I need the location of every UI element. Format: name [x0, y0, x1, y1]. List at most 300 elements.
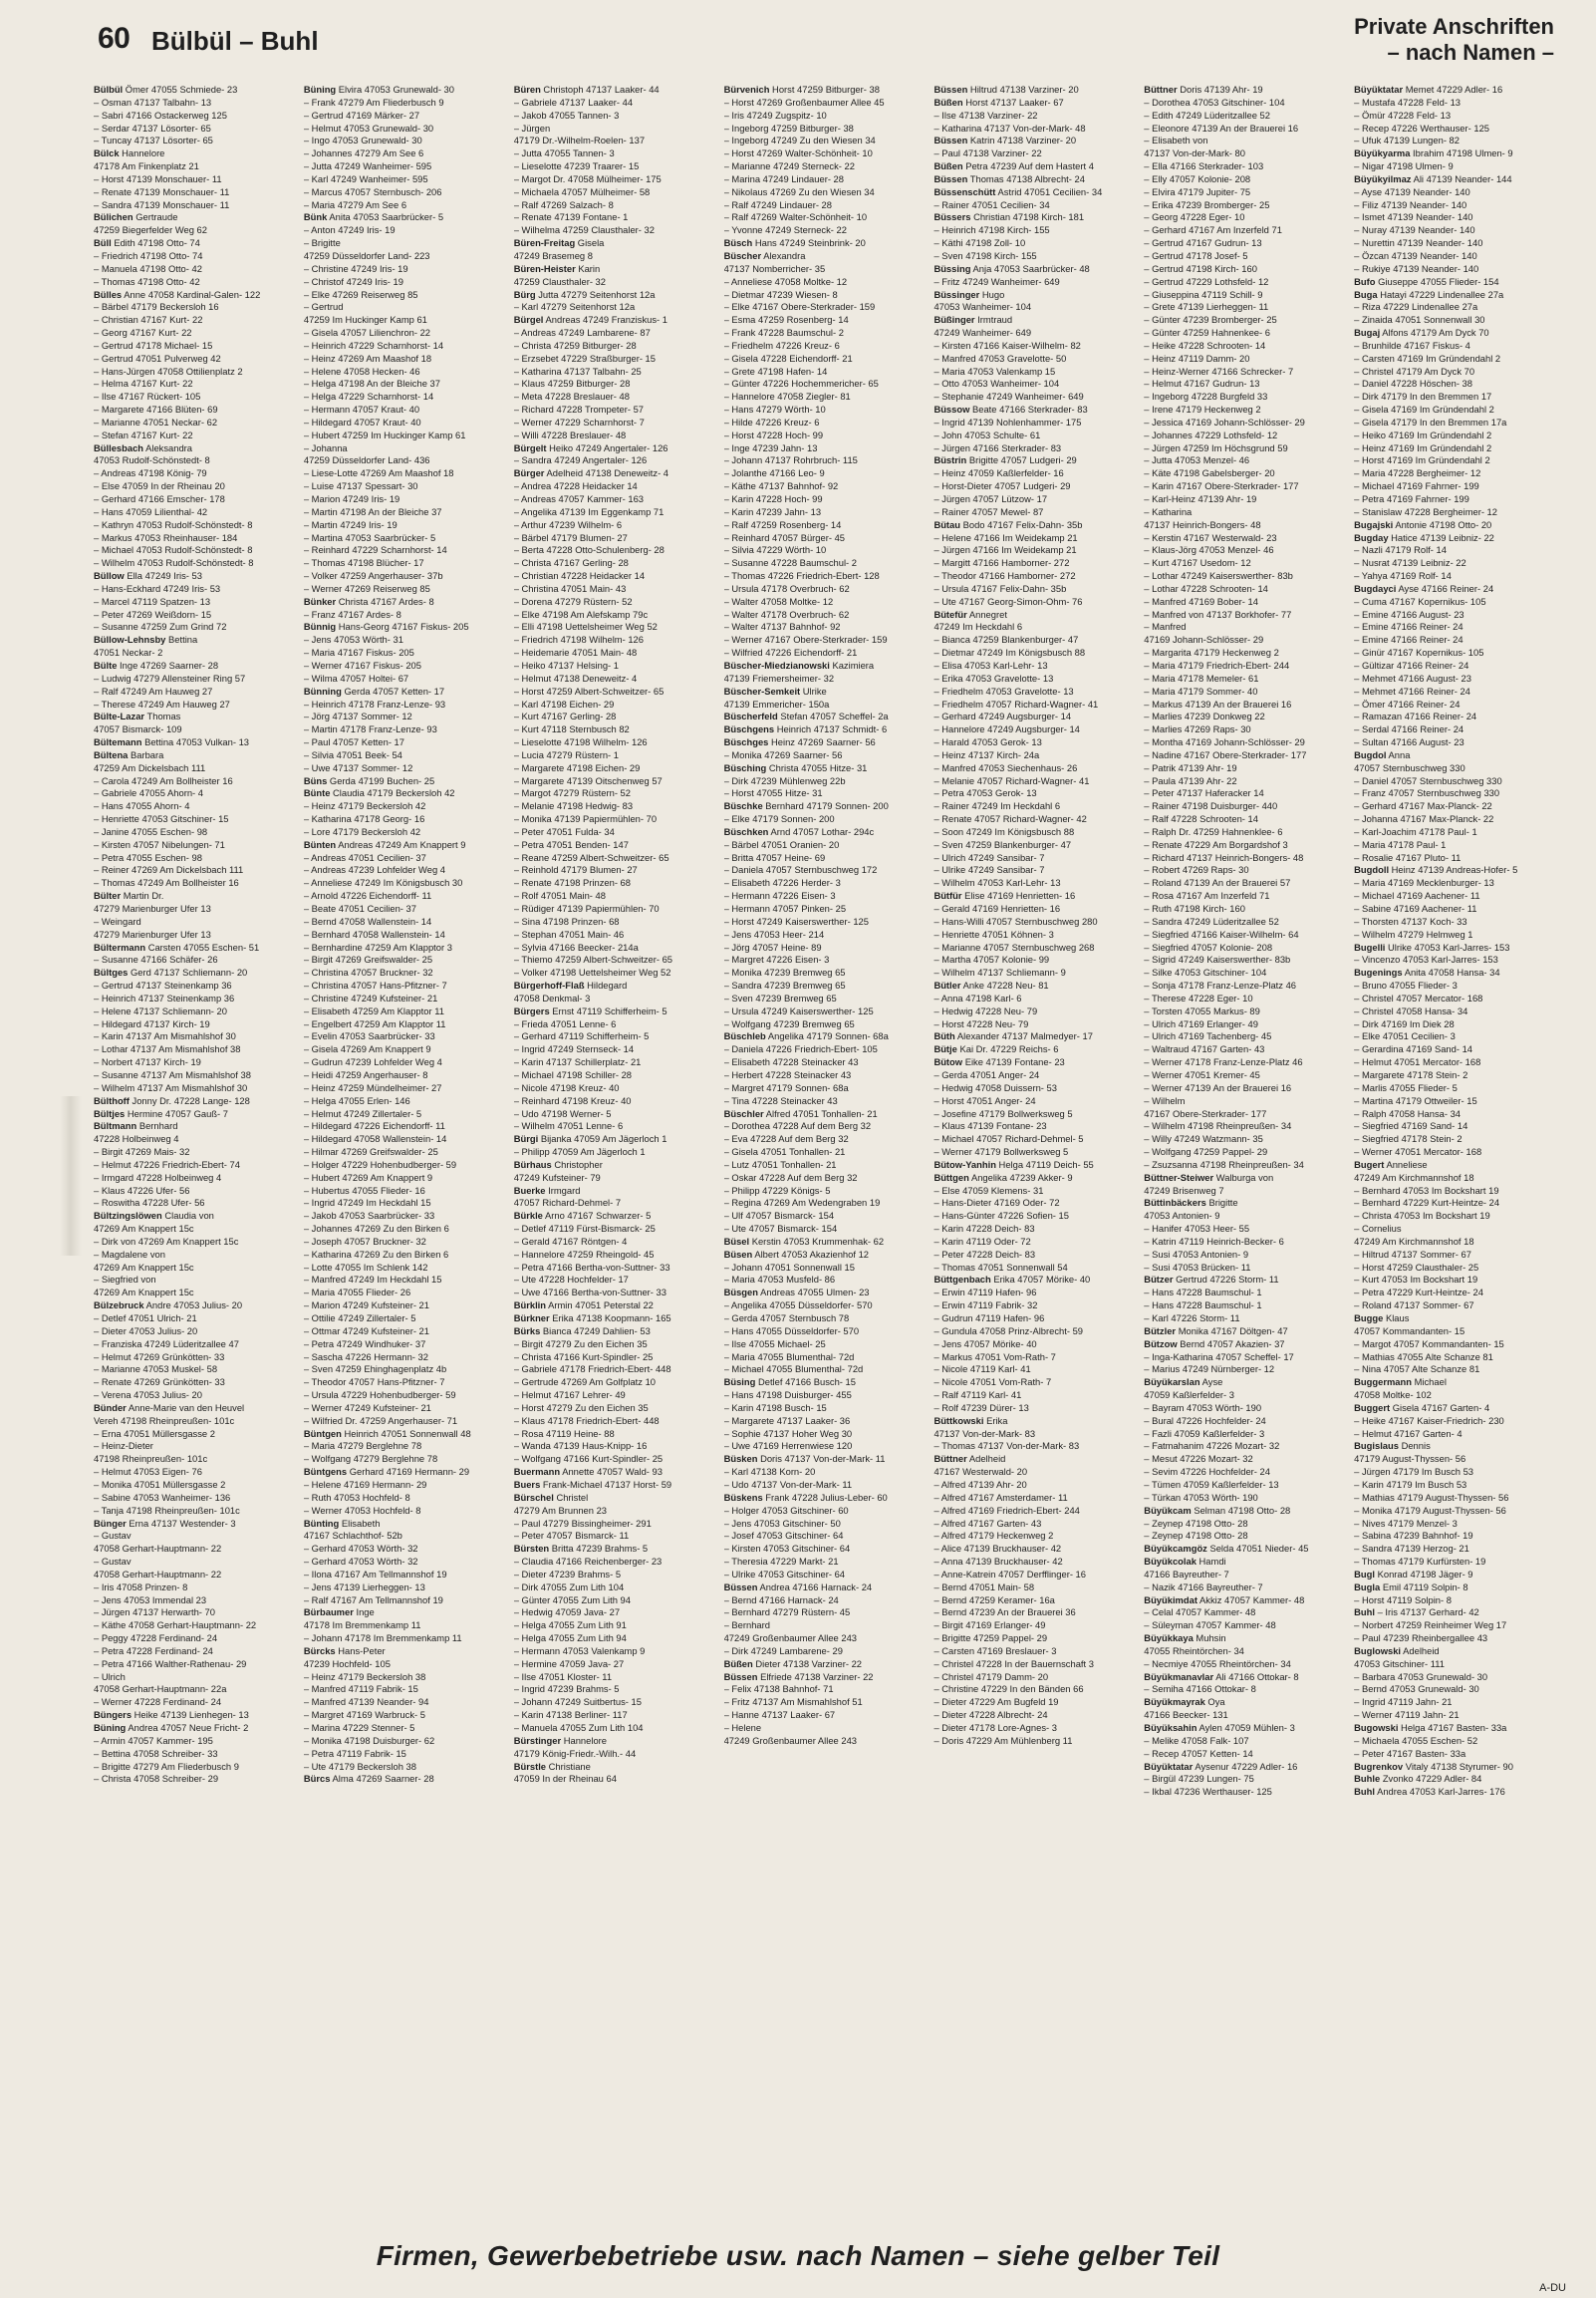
listing-entry	[514, 1351, 714, 1364]
listing-entry	[304, 993, 504, 1005]
listing-entry	[94, 1606, 294, 1619]
entry-details: – Süleyman 47057 Kammer- 48	[1144, 1619, 1276, 1631]
entry-details: – Herbert 47228 Steinacker 43	[723, 1068, 852, 1080]
listing-entry	[94, 1492, 294, 1505]
surname: Bülthoff	[94, 1094, 130, 1106]
listing-entry	[933, 621, 1134, 634]
entry-details: – Kirsten 47057 Nibelungen- 71	[94, 838, 225, 850]
surname: Büllow	[94, 570, 125, 582]
entry-details: – Jürgen 47259 Im Höchsgrund 59	[1144, 441, 1288, 453]
listing-entry	[1144, 110, 1344, 123]
surname: Bugenings	[1354, 967, 1403, 979]
entry-details: – Ottilie 47249 Zillertaler- 5	[303, 1312, 416, 1323]
entry-details: – Dirk 47169 Im Diek 28	[1354, 1017, 1455, 1029]
entry-details: – Jürgen 47166 Sterkrader- 83	[933, 441, 1062, 453]
entry-details: – Helene 47137 Schliemann- 20	[94, 1005, 227, 1016]
listing-entry	[304, 1389, 504, 1402]
listing-entry	[514, 147, 714, 160]
listing-entry	[94, 263, 294, 276]
entry-details: Alma 47269 Saarner- 28	[332, 1773, 434, 1785]
entry-details: Giuseppe 47055 Flieder- 154	[1378, 275, 1499, 287]
entry-details: 47053 Antonien- 9	[1144, 1210, 1220, 1222]
listing-entry	[933, 916, 1134, 929]
entry-details: – Helene 47058 Hecken- 46	[303, 365, 420, 377]
surname: Bürcs	[303, 1773, 331, 1785]
listing-entry	[933, 1262, 1134, 1275]
entry-details: – Therese 47228 Eger- 10	[1144, 992, 1253, 1004]
listing-entry	[514, 1095, 714, 1108]
entry-details: – Karl 47279 Seitenhorst 12a	[513, 301, 636, 313]
entry-details: – Bernhard	[723, 1619, 770, 1631]
listing-entry	[1354, 1543, 1554, 1556]
listing-entry	[724, 224, 925, 237]
listing-entry	[1144, 532, 1344, 545]
listing-entry	[94, 211, 294, 224]
entry-details: – Hermann 47057 Pinken- 25	[723, 903, 847, 914]
entry-details: Heinz 47269 Saarner- 56	[771, 736, 876, 748]
listing-entry	[933, 1479, 1134, 1492]
listing-column-2	[304, 84, 504, 2236]
entry-details: – Heinz 47137 Kirch- 24a	[933, 748, 1040, 760]
listing-entry	[933, 532, 1134, 545]
entry-details: – Thorsten 47137 Koch- 33	[1354, 915, 1467, 927]
listing-entry	[724, 110, 925, 123]
entry-details: – Paula 47139 Ahr- 22	[1144, 774, 1237, 786]
surname: Bürsten	[513, 1543, 550, 1555]
listing-entry	[933, 1556, 1134, 1569]
entry-details: – Nicole 47051 Vom-Rath- 7	[933, 1376, 1052, 1388]
listing-entry	[1144, 84, 1344, 97]
surname: Bültges	[94, 967, 129, 979]
listing-entry	[1144, 250, 1344, 263]
surname: Büßinger	[933, 314, 975, 326]
listing-entry	[94, 378, 294, 391]
listing-entry	[933, 1619, 1134, 1632]
listing-entry	[94, 813, 294, 826]
entry-details: – Wilhelm 47279 Helmweg 1	[1354, 928, 1473, 940]
listing-entry	[724, 493, 925, 506]
listing-entry	[514, 1543, 714, 1556]
listing-entry	[1354, 1569, 1554, 1581]
listing-entry	[304, 1453, 504, 1466]
entry-details: Ali 47166 Ottokar- 8	[1215, 1670, 1299, 1682]
listing-entry	[1354, 1786, 1554, 1799]
entry-details: – Armin 47057 Kammer- 195	[94, 1734, 213, 1746]
entry-details: – Gertrud 47178 Michael- 15	[94, 339, 213, 351]
listing-entry	[304, 480, 504, 493]
listing-entry	[1354, 686, 1554, 699]
entry-details: 47053 Rudolf-Schönstedt- 8	[94, 454, 210, 466]
entry-details: Hugo	[981, 288, 1005, 300]
entry-details: – Karin 47179 Im Busch 53	[1354, 1478, 1467, 1490]
entry-details: Elisabeth	[341, 1517, 381, 1529]
listing-entry	[724, 1594, 925, 1607]
entry-details: – Iris 47137 Gerhard- 42	[1377, 1606, 1479, 1618]
entry-details: – Maria 47178 Paul- 1	[1354, 838, 1447, 850]
listing-entry	[514, 609, 714, 622]
listing-entry	[1144, 775, 1344, 788]
entry-details: – Birgit 47269 Greifswalder- 25	[303, 954, 433, 966]
entry-details: – Gertrude 47269 Am Golfplatz 10	[513, 1376, 656, 1388]
listing-entry	[1144, 1172, 1344, 1185]
listing-entry	[304, 1133, 504, 1146]
listing-entry	[304, 903, 504, 916]
listing-entry	[94, 430, 294, 442]
entry-details: – Heinz 47169 Im Gründendahl 2	[1354, 441, 1492, 453]
listing-entry	[933, 84, 1134, 97]
entry-details: 47279 Am Brunnen 23	[513, 1504, 608, 1516]
listing-entry	[304, 1312, 504, 1325]
listing-entry	[1354, 199, 1554, 212]
listing-entry	[94, 1581, 294, 1594]
listing-entry	[1354, 1185, 1554, 1198]
listing-entry	[933, 1146, 1134, 1159]
listing-entry	[1144, 224, 1344, 237]
listing-entry	[304, 1376, 504, 1389]
listing-entry	[724, 1428, 925, 1441]
listing-entry	[724, 1376, 925, 1389]
listing-entry	[1144, 1748, 1344, 1761]
entry-details: – Sven 47259 Ehinghagenplatz 4b	[303, 1363, 447, 1375]
listing-entry	[933, 723, 1134, 736]
listing-entry	[1354, 929, 1554, 942]
entry-details: Britta 47239 Brahms- 5	[551, 1543, 649, 1555]
listing-entry	[1354, 250, 1554, 263]
listing-entry	[94, 506, 294, 519]
listing-entry	[933, 1312, 1134, 1325]
entry-details: – Bernd 47259 Keramer- 16a	[933, 1593, 1055, 1605]
entry-details: Anita 47058 Hansa- 34	[1404, 967, 1500, 979]
listing-entry	[724, 1530, 925, 1543]
entry-details: Ella 47249 Iris- 53	[127, 570, 202, 582]
listing-entry	[514, 1363, 714, 1376]
listing-entry	[514, 787, 714, 800]
entry-details: – Ralf 47167 Am Tellmannshof 19	[303, 1593, 443, 1605]
entry-details: – Gundula 47058 Prinz-Albrecht- 59	[933, 1324, 1084, 1336]
entry-details: – Katharina 47137 Talbahn- 25	[513, 365, 642, 377]
listing-entry	[304, 1761, 504, 1774]
listing-entry	[514, 1376, 714, 1389]
entry-details: – Ute 47057 Bismarck- 154	[723, 1223, 838, 1235]
entry-details: – Kirsten 47053 Gitschiner- 64	[723, 1543, 851, 1555]
listing-entry	[94, 1249, 294, 1262]
listing-entry	[1354, 519, 1554, 532]
entry-details: Ibrahim 47198 Ulmen- 9	[1413, 147, 1513, 159]
entry-details: – Angelika 47139 Im Eggenkamp 71	[513, 505, 665, 517]
entry-details: – Peter 47137 Haferacker 14	[1144, 787, 1264, 799]
listing-entry	[1144, 442, 1344, 455]
listing-entry	[933, 686, 1134, 699]
entry-details: Michael	[1414, 1376, 1447, 1388]
listing-entry	[724, 1043, 925, 1056]
listing-entry	[933, 596, 1134, 609]
listing-entry	[304, 1095, 504, 1108]
entry-details: – Daniela 47226 Friedrich-Ebert- 105	[723, 1043, 878, 1055]
entry-details: – Detlef 47119 Fürst-Bismarck- 25	[513, 1223, 656, 1235]
listing-entry	[1354, 1619, 1554, 1632]
entry-details: – Friedrich 47198 Wilhelm- 126	[513, 634, 644, 646]
listing-entry	[724, 1185, 925, 1198]
entry-details: – Johann 47178 Im Bremmenkamp 11	[303, 1632, 462, 1644]
entry-details: – Theodor 47057 Hans-Pfitzner- 7	[303, 1376, 445, 1388]
entry-details: 47166 Bayreuther- 7	[1144, 1568, 1229, 1580]
entry-details: – Heinz 47269 Am Maashof 18	[303, 352, 432, 364]
entry-details: Annegret	[968, 608, 1007, 620]
listing-entry	[304, 813, 504, 826]
entry-details: – Osman 47137 Talbahn- 13	[94, 96, 212, 108]
entry-details: – Marcus 47057 Sternbusch- 206	[303, 185, 442, 197]
listing-entry	[724, 1363, 925, 1376]
entry-details: – Maria 47279 Berglehne 78	[303, 1440, 422, 1452]
surname: Büscherfeld	[723, 711, 778, 722]
listing-entry	[933, 391, 1134, 404]
listing-entry	[1354, 544, 1554, 557]
entry-details: – Christel 47179 Damm- 20	[933, 1670, 1049, 1682]
listing-entry	[304, 1287, 504, 1299]
listing-entry	[1354, 1722, 1554, 1735]
entry-details: – Magdalene von	[94, 1248, 165, 1260]
listing-entry	[724, 699, 925, 712]
entry-details: – Maria 47169 Mecklenburger- 13	[1354, 877, 1494, 889]
listing-entry	[94, 224, 294, 237]
entry-details: – Elisabeth 47226 Herder- 3	[723, 877, 841, 889]
entry-details: Christoph 47137 Laaker- 44	[543, 84, 660, 95]
entry-details: – Gerda 47057 Sternbusch 78	[723, 1312, 850, 1323]
listing-entry	[933, 1030, 1134, 1043]
surname: Bültzingslöwen	[94, 1210, 162, 1222]
entry-details: – Sylvia 47166 Beecker- 214a	[513, 941, 639, 953]
listing-entry	[514, 1683, 714, 1696]
listing-entry	[304, 314, 504, 327]
listing-entry	[514, 480, 714, 493]
listing-entry	[724, 839, 925, 852]
entry-details: – Klaus 47226 Ufer- 56	[94, 1184, 190, 1196]
surname: Büyükcamgöz	[1144, 1543, 1207, 1555]
entry-details: Muhsin	[1196, 1632, 1226, 1644]
entry-details: 47055 Rheintörchen- 34	[1144, 1644, 1244, 1656]
listing-entry	[304, 711, 504, 723]
listing-entry	[1144, 609, 1344, 622]
entry-details: – Claudia 47166 Reichenberger- 23	[513, 1556, 663, 1568]
surname: Büttgenbach	[933, 1274, 991, 1286]
entry-details: – Nicole 47119 Karl- 41	[933, 1363, 1031, 1375]
listing-entry	[94, 1748, 294, 1761]
entry-details: – Marlies 47239 Donkweg 22	[1144, 711, 1265, 722]
surname: Bünk	[303, 211, 328, 223]
entry-details: – Dietmar 47249 Im Königsbusch 88	[933, 647, 1086, 659]
listing-entry	[933, 993, 1134, 1005]
entry-details: – Waltraud 47167 Garten- 43	[1144, 1043, 1265, 1055]
listing-entry	[94, 237, 294, 250]
entry-details: Ulrike	[802, 685, 827, 697]
entry-details: – Gudrun 47239 Lohfelder Weg 4	[303, 1056, 442, 1068]
surname: Bürstinger	[513, 1734, 562, 1746]
entry-details: – Brigitte 47259 Pappel- 29	[933, 1632, 1048, 1644]
listing-entry	[933, 852, 1134, 865]
listing-entry	[514, 1761, 714, 1774]
listing-entry	[1354, 813, 1554, 826]
surname: Bülte	[94, 659, 118, 671]
listing-entry	[94, 1645, 294, 1658]
listing-entry	[724, 877, 925, 890]
entry-details: – Karin 47167 Obere-Sterkrader- 177	[1144, 480, 1299, 492]
listing-entry	[1144, 1773, 1344, 1786]
surname: Büssing	[933, 262, 971, 274]
entry-details: – Jörg 47137 Sommer- 12	[303, 711, 412, 722]
entry-details: 47249 Am Kirchmannshof 18	[1354, 1171, 1474, 1183]
entry-details: – Thomas 47198 Blücher- 17	[303, 557, 424, 569]
entry-details: – Arthur 47239 Wilhelm- 6	[513, 518, 623, 530]
listing-entry	[1144, 391, 1344, 404]
listing-entry	[514, 980, 714, 993]
entry-details: Walburga von	[1215, 1171, 1274, 1183]
listing-entry	[514, 1440, 714, 1453]
listing-entry	[933, 1569, 1134, 1581]
listing-entry	[724, 1108, 925, 1121]
entry-details: – Gertrud 47137 Steinenkamp 36	[94, 980, 232, 992]
entry-details: – Dirk 47239 Mühlenweg 22b	[723, 774, 846, 786]
entry-details: Elise 47169 Henrietten- 16	[964, 890, 1076, 902]
listing-entry	[933, 186, 1134, 199]
entry-details: – Lothar 47249 Kaiserswerther- 83b	[1144, 570, 1293, 582]
listing-entry	[724, 813, 925, 826]
entry-details: – Heinrich 47178 Franz-Lenze- 93	[303, 698, 446, 710]
surname: Buers	[513, 1478, 541, 1490]
entry-details: Christiane	[548, 1760, 591, 1772]
listing-entry	[724, 173, 925, 186]
entry-details: – Ursula 47178 Overbruch- 62	[723, 582, 850, 594]
surname: Büscher	[723, 249, 762, 261]
entry-details: – Friedhelm 47053 Gravelotte- 13	[933, 685, 1074, 697]
listing-entry	[933, 609, 1134, 622]
entry-details: 47139 Friemersheimer- 32	[723, 672, 835, 684]
entry-details: Martin Dr.	[123, 890, 164, 902]
listing-entry	[1354, 736, 1554, 749]
listing-entry	[724, 557, 925, 570]
listing-entry	[933, 647, 1134, 660]
entry-details: – Petra 47229 Kurt-Heintze- 24	[1354, 1287, 1483, 1298]
entry-details: 47249 Am Kirchmannshof 18	[1354, 1235, 1474, 1247]
entry-details: – Franz 47057 Sternbuschweg 330	[1354, 787, 1500, 799]
entry-details: – Johann 47137 Rohrbruch- 115	[723, 454, 858, 466]
entry-details: – Meta 47228 Breslauer- 48	[513, 391, 630, 403]
surname: Bufo	[1354, 275, 1376, 287]
listing-entry	[94, 1376, 294, 1389]
surname: Büyüksahin	[1144, 1722, 1197, 1733]
listing-entry	[94, 1658, 294, 1671]
listing-entry	[1144, 173, 1344, 186]
entry-details: Hatice 47139 Leibniz- 22	[1391, 531, 1494, 543]
entry-details: – Uwe 47137 Sommer- 12	[303, 761, 413, 773]
listing-entry	[1144, 686, 1344, 699]
entry-details: 47167 Obere-Sterkrader- 177	[1144, 1107, 1267, 1119]
listing-entry	[1354, 366, 1554, 379]
entry-details: – Theresia 47229 Markt- 21	[723, 1556, 839, 1568]
entry-details: – Martin 47198 An der Bleiche 37	[303, 505, 442, 517]
listing-entry	[1144, 711, 1344, 723]
entry-details: 47059 Kaßlerfelder- 3	[1144, 1389, 1234, 1401]
listing-entry	[1144, 1658, 1344, 1671]
listing-entry	[1354, 1453, 1554, 1466]
surname: Bültmann	[94, 1120, 137, 1132]
entry-details: – Martina 47053 Saarbrücker- 5	[303, 531, 436, 543]
entry-details: – Melanie 47198 Hedwig- 83	[513, 800, 634, 812]
listing-entry	[1354, 557, 1554, 570]
entry-details: Beate 47166 Sterkrader- 83	[972, 404, 1088, 416]
entry-details: Heinz 47139 Andreas-Hofer- 5	[1391, 864, 1518, 876]
listing-entry	[724, 532, 925, 545]
entry-details: 47269 Am Knappert 15c	[94, 1261, 194, 1273]
listing-entry	[1354, 864, 1554, 877]
entry-details: – Ursula 47229 Hohenbudberger- 59	[303, 1389, 456, 1401]
entry-details: 47259 Im Huckinger Kamp 61	[303, 314, 427, 326]
surname: Bültjes	[94, 1107, 126, 1119]
listing-entry	[724, 647, 925, 660]
listing-entry	[94, 442, 294, 455]
entry-details: – Theodor 47166 Hamborner- 272	[933, 570, 1076, 582]
listing-entry	[94, 1428, 294, 1441]
listing-entry	[1144, 1030, 1344, 1043]
listing-entry	[724, 711, 925, 723]
listing-entry	[1144, 890, 1344, 903]
surname: Büttgen	[933, 1171, 969, 1183]
listing-entry	[1354, 1236, 1554, 1249]
entry-details: – Michaela 47055 Eschen- 52	[1354, 1734, 1478, 1746]
listing-entry	[1144, 1696, 1344, 1709]
entry-details: 47058 Moltke- 102	[1354, 1389, 1432, 1401]
entry-details: Bianca 47249 Dahlien- 53	[542, 1324, 651, 1336]
listing-entry	[1354, 1709, 1554, 1722]
entry-details: – Ilse 47055 Michael- 25	[723, 1337, 826, 1349]
listing-entry	[933, 1095, 1134, 1108]
entry-details: – Ottmar 47249 Kufsteiner- 21	[303, 1324, 429, 1336]
entry-details: – Kurt 47053 Im Bockshart 19	[1354, 1274, 1478, 1286]
listing-entry	[304, 1479, 504, 1492]
listing-entry	[1144, 147, 1344, 160]
listing-entry	[94, 199, 294, 212]
entry-details: 47259 Düsseldorfer Land- 436	[303, 454, 430, 466]
listing-entry	[724, 519, 925, 532]
listing-entry	[1144, 877, 1344, 890]
listing-entry	[1144, 1363, 1344, 1376]
listing-entry	[1144, 1299, 1344, 1312]
listing-entry	[933, 173, 1134, 186]
entry-details: Bettina	[168, 634, 198, 646]
entry-details: – Karin 47137 Am Mismahlshof 30	[94, 1030, 236, 1042]
listing-entry	[304, 532, 504, 545]
listing-entry	[724, 570, 925, 583]
entry-details: – Ralf 47269 Walter-Schönheit- 10	[723, 211, 868, 223]
listing-entry	[724, 929, 925, 942]
listing-entry	[1144, 762, 1344, 775]
entry-details: – Helmut 47249 Zillertaler- 5	[303, 1107, 422, 1119]
listing-entry	[94, 1287, 294, 1299]
entry-details: – Horst 47269 Walter-Schönheit- 10	[723, 147, 873, 159]
listing-entry	[724, 1018, 925, 1031]
listing-entry	[933, 813, 1134, 826]
entry-details: Alexandra	[763, 249, 806, 261]
listing-entry	[933, 1722, 1134, 1735]
listing-entry	[514, 775, 714, 788]
entry-details: Albert 47053 Akazienhof 12	[754, 1248, 869, 1260]
entry-details: – Henriette 47051 Köhnen- 3	[933, 928, 1054, 940]
listing-entry	[724, 1082, 925, 1095]
entry-details: – Hedwig 47228 Neu- 79	[933, 1005, 1038, 1016]
listing-entry	[933, 1069, 1134, 1082]
listing-entry	[933, 224, 1134, 237]
entry-details: – Werner 47139 An der Brauerei 16	[1144, 1081, 1292, 1093]
entry-details: Christopher	[554, 1158, 603, 1170]
